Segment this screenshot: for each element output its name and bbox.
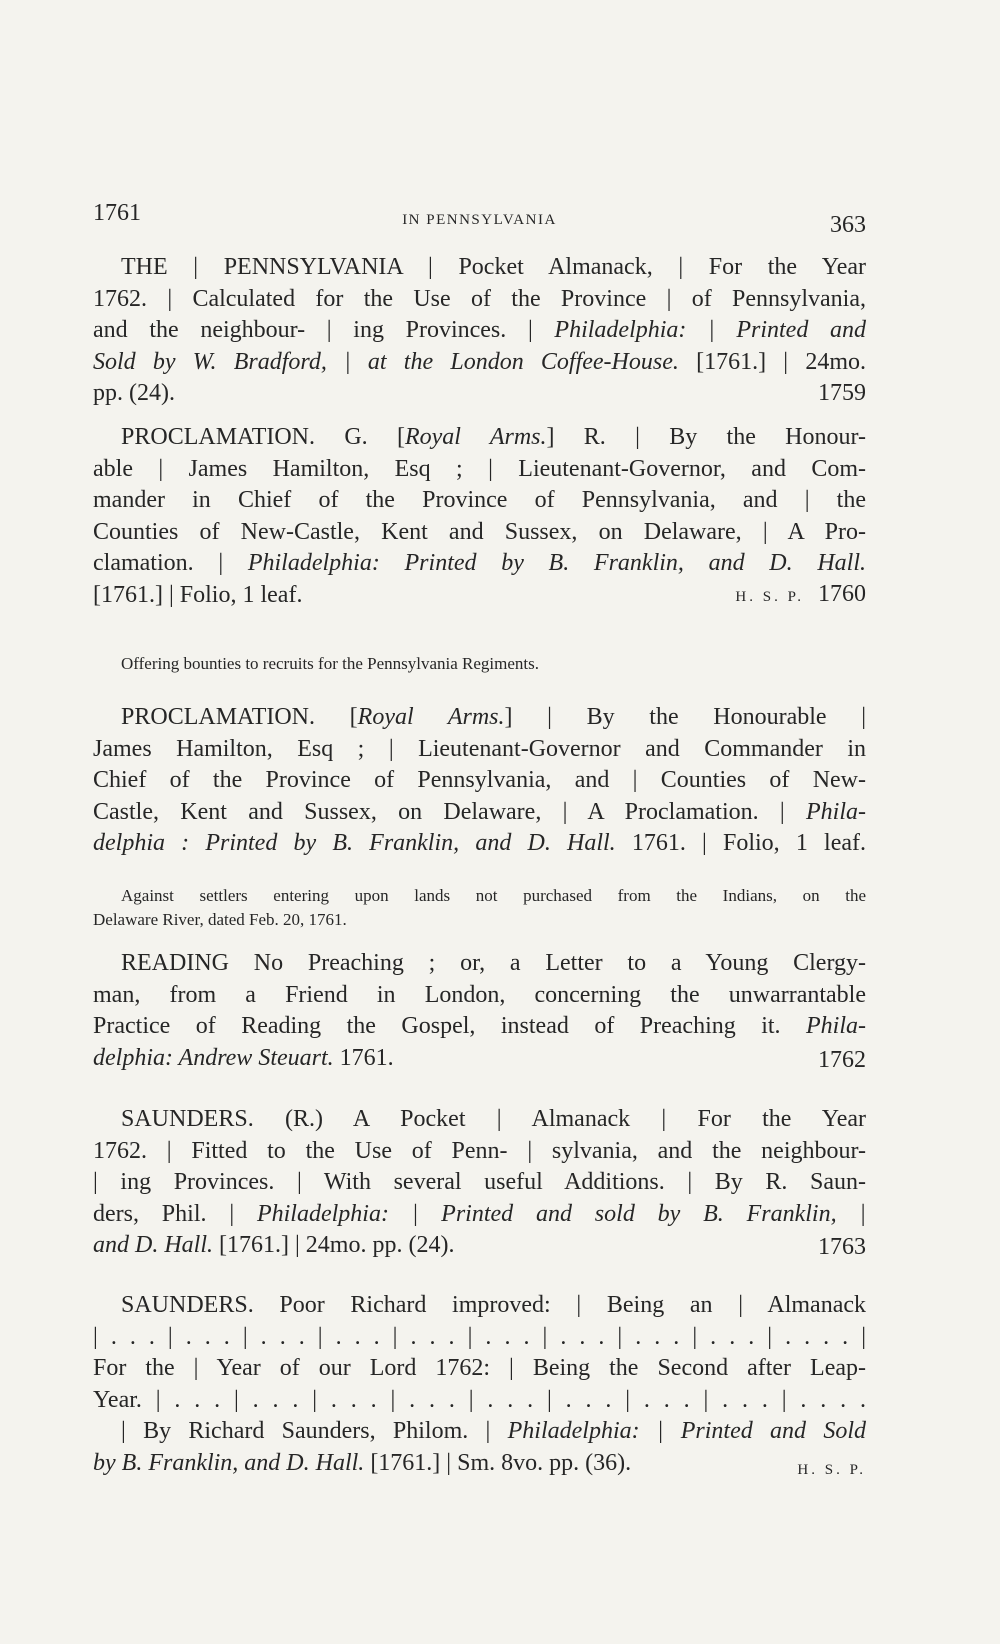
entry-1760	[93, 422, 866, 611]
entry-note	[93, 884, 866, 932]
entry-line: Counties of New-Castle, Kent and Sussex, on Delaware, | A Pro-	[93, 518, 866, 545]
entry-line: | ing Provinces. | With several useful Additions. | By R. Saun-	[93, 1169, 866, 1195]
entry-line: and the neighbour- | ing Provinces. | Philadelphia: | Printed and	[93, 317, 866, 343]
entry-1762	[93, 948, 866, 1074]
page-header	[93, 200, 866, 240]
entry-number: 1759	[818, 380, 866, 406]
entry-note: Offering bounties to recruits for the Pennsylvania Regiments.	[121, 654, 539, 673]
page-number: 363	[830, 212, 866, 238]
entry-line: READING No Preaching ; or, a Letter to a Young Clergy-	[121, 950, 866, 976]
entry-line: SAUNDERS. (R.) A Pocket | Almanack | For the Year	[121, 1106, 866, 1132]
entry-line: delphia: Andrew Steuart. 1761.	[93, 1044, 394, 1071]
entry-1759	[93, 252, 866, 410]
entry-line: able | James Hamilton, Esq ; | Lieutenant-Governor, and Com-	[93, 455, 866, 482]
entry-proclamation	[93, 702, 866, 860]
entry-line: | By Richard Saunders, Philom. | Philadelphia: | Printed and Sold	[121, 1418, 866, 1444]
entry-poor-richard	[93, 1290, 866, 1479]
running-head: IN PENNSYLVANIA	[402, 212, 557, 228]
entry-line: Year. | . . . | . . . | . . . | . . . | . . . | . . . | . . . | . . . | . . . .	[93, 1386, 866, 1413]
entry-line: SAUNDERS. Poor Richard improved: | Being an | Almanack	[121, 1292, 866, 1318]
entry-line: For the | Year of our Lord 1762: | Being the Second after Leap-	[93, 1355, 866, 1381]
entry-line: 1762. | Calculated for the Use of the Province | of Pennsylvania,	[93, 285, 866, 312]
entry-line: by B. Franklin, and D. Hall. [1761.] | Sm. 8vo. pp. (36).	[93, 1449, 632, 1476]
entry-line: clamation. | Philadelphia: Printed by B. Franklin, and D. Hall.	[93, 550, 867, 576]
entry-line: Chief of the Province of Pennsylvania, and | Counties of New-	[93, 767, 866, 793]
entry-line: ders, Phil. | Philadelphia: | Printed and sold by B. Franklin, |	[93, 1200, 867, 1227]
entry-line: 1762. | Fitted to the Use of Penn- | sylvania, and the neighbour-	[93, 1137, 866, 1164]
entry-line: PROCLAMATION. [Royal Arms.] | By the Honourable |	[121, 704, 866, 730]
entry-line: | . . . | . . . | . . . | . . . | . . . | . . . | . . . | . . . | . . . | . . . . |	[93, 1323, 866, 1350]
note-line: Delaware River, dated Feb. 20, 1761.	[93, 910, 347, 929]
entry-1763	[93, 1104, 866, 1262]
entry-line: [1761.] | Folio, 1 leaf.	[93, 581, 303, 608]
entry-line: pp. (24).	[93, 380, 175, 406]
entry-number: 1762	[818, 1047, 866, 1073]
entry-line: and D. Hall. [1761.] | 24mo. pp. (24).	[93, 1232, 455, 1258]
entry-line: THE | PENNSYLVANIA | Pocket Almanack, | For the Year	[121, 254, 866, 280]
entry-line: mander in Chief of the Province of Pennsylvania, and | the	[93, 487, 866, 513]
header-year: 1761	[93, 200, 141, 226]
entry-line: man, from a Friend in London, concerning the unwarrantable	[93, 981, 866, 1008]
entry-line: Practice of Reading the Gospel, instead of Preaching it. Phila-	[93, 1013, 866, 1039]
entry-line: Sold by W. Bradford, | at the London Coffee-House. [1761.] | 24mo.	[93, 348, 866, 375]
entry-line: PROCLAMATION. G. [Royal Arms.] R. | By the Honour-	[121, 424, 867, 450]
entry-line: Castle, Kent and Sussex, on Delaware, | A Proclamation. | Phila-	[93, 798, 866, 825]
location-mark: H. S. P.	[797, 1462, 866, 1478]
entry-line: James Hamilton, Esq ; | Lieutenant-Governor and Commander in	[93, 735, 866, 762]
entry-number: H. S. P. 1760	[735, 581, 866, 607]
note-line: Against settlers entering upon lands not purchased from the Indians, on the	[121, 886, 866, 905]
entry-line: delphia : Printed by B. Franklin, and D. Hall. 1761. | Folio, 1 leaf.	[93, 830, 866, 856]
entry-number: 1763	[818, 1234, 866, 1260]
location-mark: H. S. P.	[735, 589, 804, 605]
